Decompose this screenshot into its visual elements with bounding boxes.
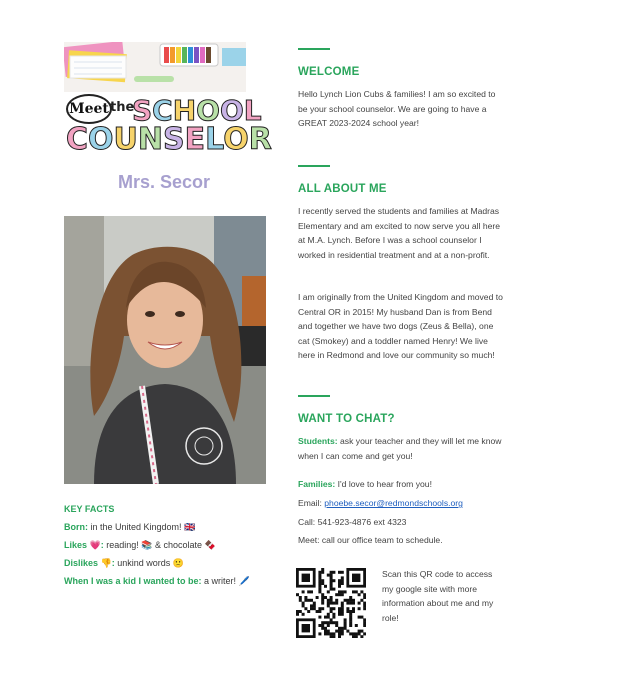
fact-kid-value: a writer! 🖊️ — [201, 576, 250, 586]
fact-likes-value: reading! 📚 & chocolate 🍫 — [103, 540, 216, 550]
title-letter: O — [88, 122, 114, 157]
fact-dislikes-label: Dislikes 👎: — [64, 558, 115, 568]
chat-students — [298, 434, 503, 463]
fact-kid — [64, 576, 250, 587]
the-word: the — [110, 100, 135, 115]
chat-meet: Meet: call our office team to schedule. — [298, 535, 443, 545]
title-letter: H — [172, 94, 197, 127]
chat-families — [298, 477, 503, 492]
welcome-heading: WELCOME — [298, 66, 360, 78]
fact-born-value: in the United Kingdom! 🇬🇧 — [88, 522, 196, 532]
fact-dislikes-value: unkind words 🙁 — [114, 558, 184, 568]
stationery-illustration — [64, 42, 246, 92]
title-letter: U — [113, 122, 138, 157]
title-letter: R — [248, 122, 272, 157]
chat-divider — [298, 395, 330, 397]
fact-born — [64, 522, 195, 533]
fact-likes — [64, 540, 216, 551]
families-label: Families: — [298, 479, 336, 489]
email-label: Email: — [298, 498, 325, 508]
title-letter: O — [196, 94, 220, 127]
title-letter: N — [137, 122, 164, 157]
title-letter: S — [163, 122, 185, 157]
counselor-title — [66, 122, 272, 157]
students-label: Students: — [298, 436, 338, 446]
title-letter: O — [219, 94, 244, 127]
email-link[interactable]: phoebe.secor@redmondschools.org — [324, 498, 463, 508]
title-letter: C — [152, 94, 173, 127]
title-letter: E — [184, 122, 206, 157]
about-divider — [298, 165, 330, 167]
title-letter: L — [205, 122, 224, 157]
key-facts-title: KEY FACTS — [64, 504, 115, 514]
chat-email — [298, 496, 503, 511]
chat-call: Call: 541-923-4876 ext 4323 — [298, 517, 407, 527]
welcome-divider — [298, 48, 330, 50]
fact-born-label: Born: — [64, 522, 88, 532]
title-letter: L — [243, 94, 262, 127]
students-text: ask your teacher and they will let me know when I can come and get you! — [298, 436, 502, 461]
welcome-text: Hello Lynch Lion Cubs & families! I am so excited to be your school counselor. We are going to have a GREAT 2023-2024 school year! — [298, 89, 496, 128]
counselor-photo — [64, 216, 266, 484]
fact-dislikes — [64, 558, 184, 569]
meet-bubble: Meet — [66, 94, 112, 124]
about-paragraph-1: I recently served the students and families at Madras Elementary and am excited to now serve you all here at M.A. Lynch. Before I was a school counselor I worked in residential treatment and at a non-profit. — [298, 206, 501, 260]
counselor-name: Mrs. Secor — [117, 172, 211, 192]
families-text: I'd love to hear from you! — [335, 479, 432, 489]
header-art — [64, 42, 272, 157]
fact-kid-label: When I was a kid I wanted to be: — [64, 576, 202, 586]
about-heading: ALL ABOUT ME — [298, 183, 387, 195]
chat-heading: WANT TO CHAT? — [298, 413, 395, 425]
title-letter: C — [66, 122, 89, 157]
qr-code[interactable] — [296, 568, 366, 638]
fact-likes-label: Likes 💗: — [64, 540, 104, 550]
about-paragraph-2: I am originally from the United Kingdom and moved to Central OR in 2015! My husband Dan is from Bend and together we have two dogs (Zeus & Bella), one cat (Smokey) and a toddler named Henry! We live here in Redmond and love our community so much! — [298, 292, 503, 360]
title-letter: S — [132, 94, 153, 127]
title-letter: O — [223, 122, 249, 157]
qr-caption: Scan this QR code to access my google site with more information about me and my role! — [382, 569, 494, 623]
